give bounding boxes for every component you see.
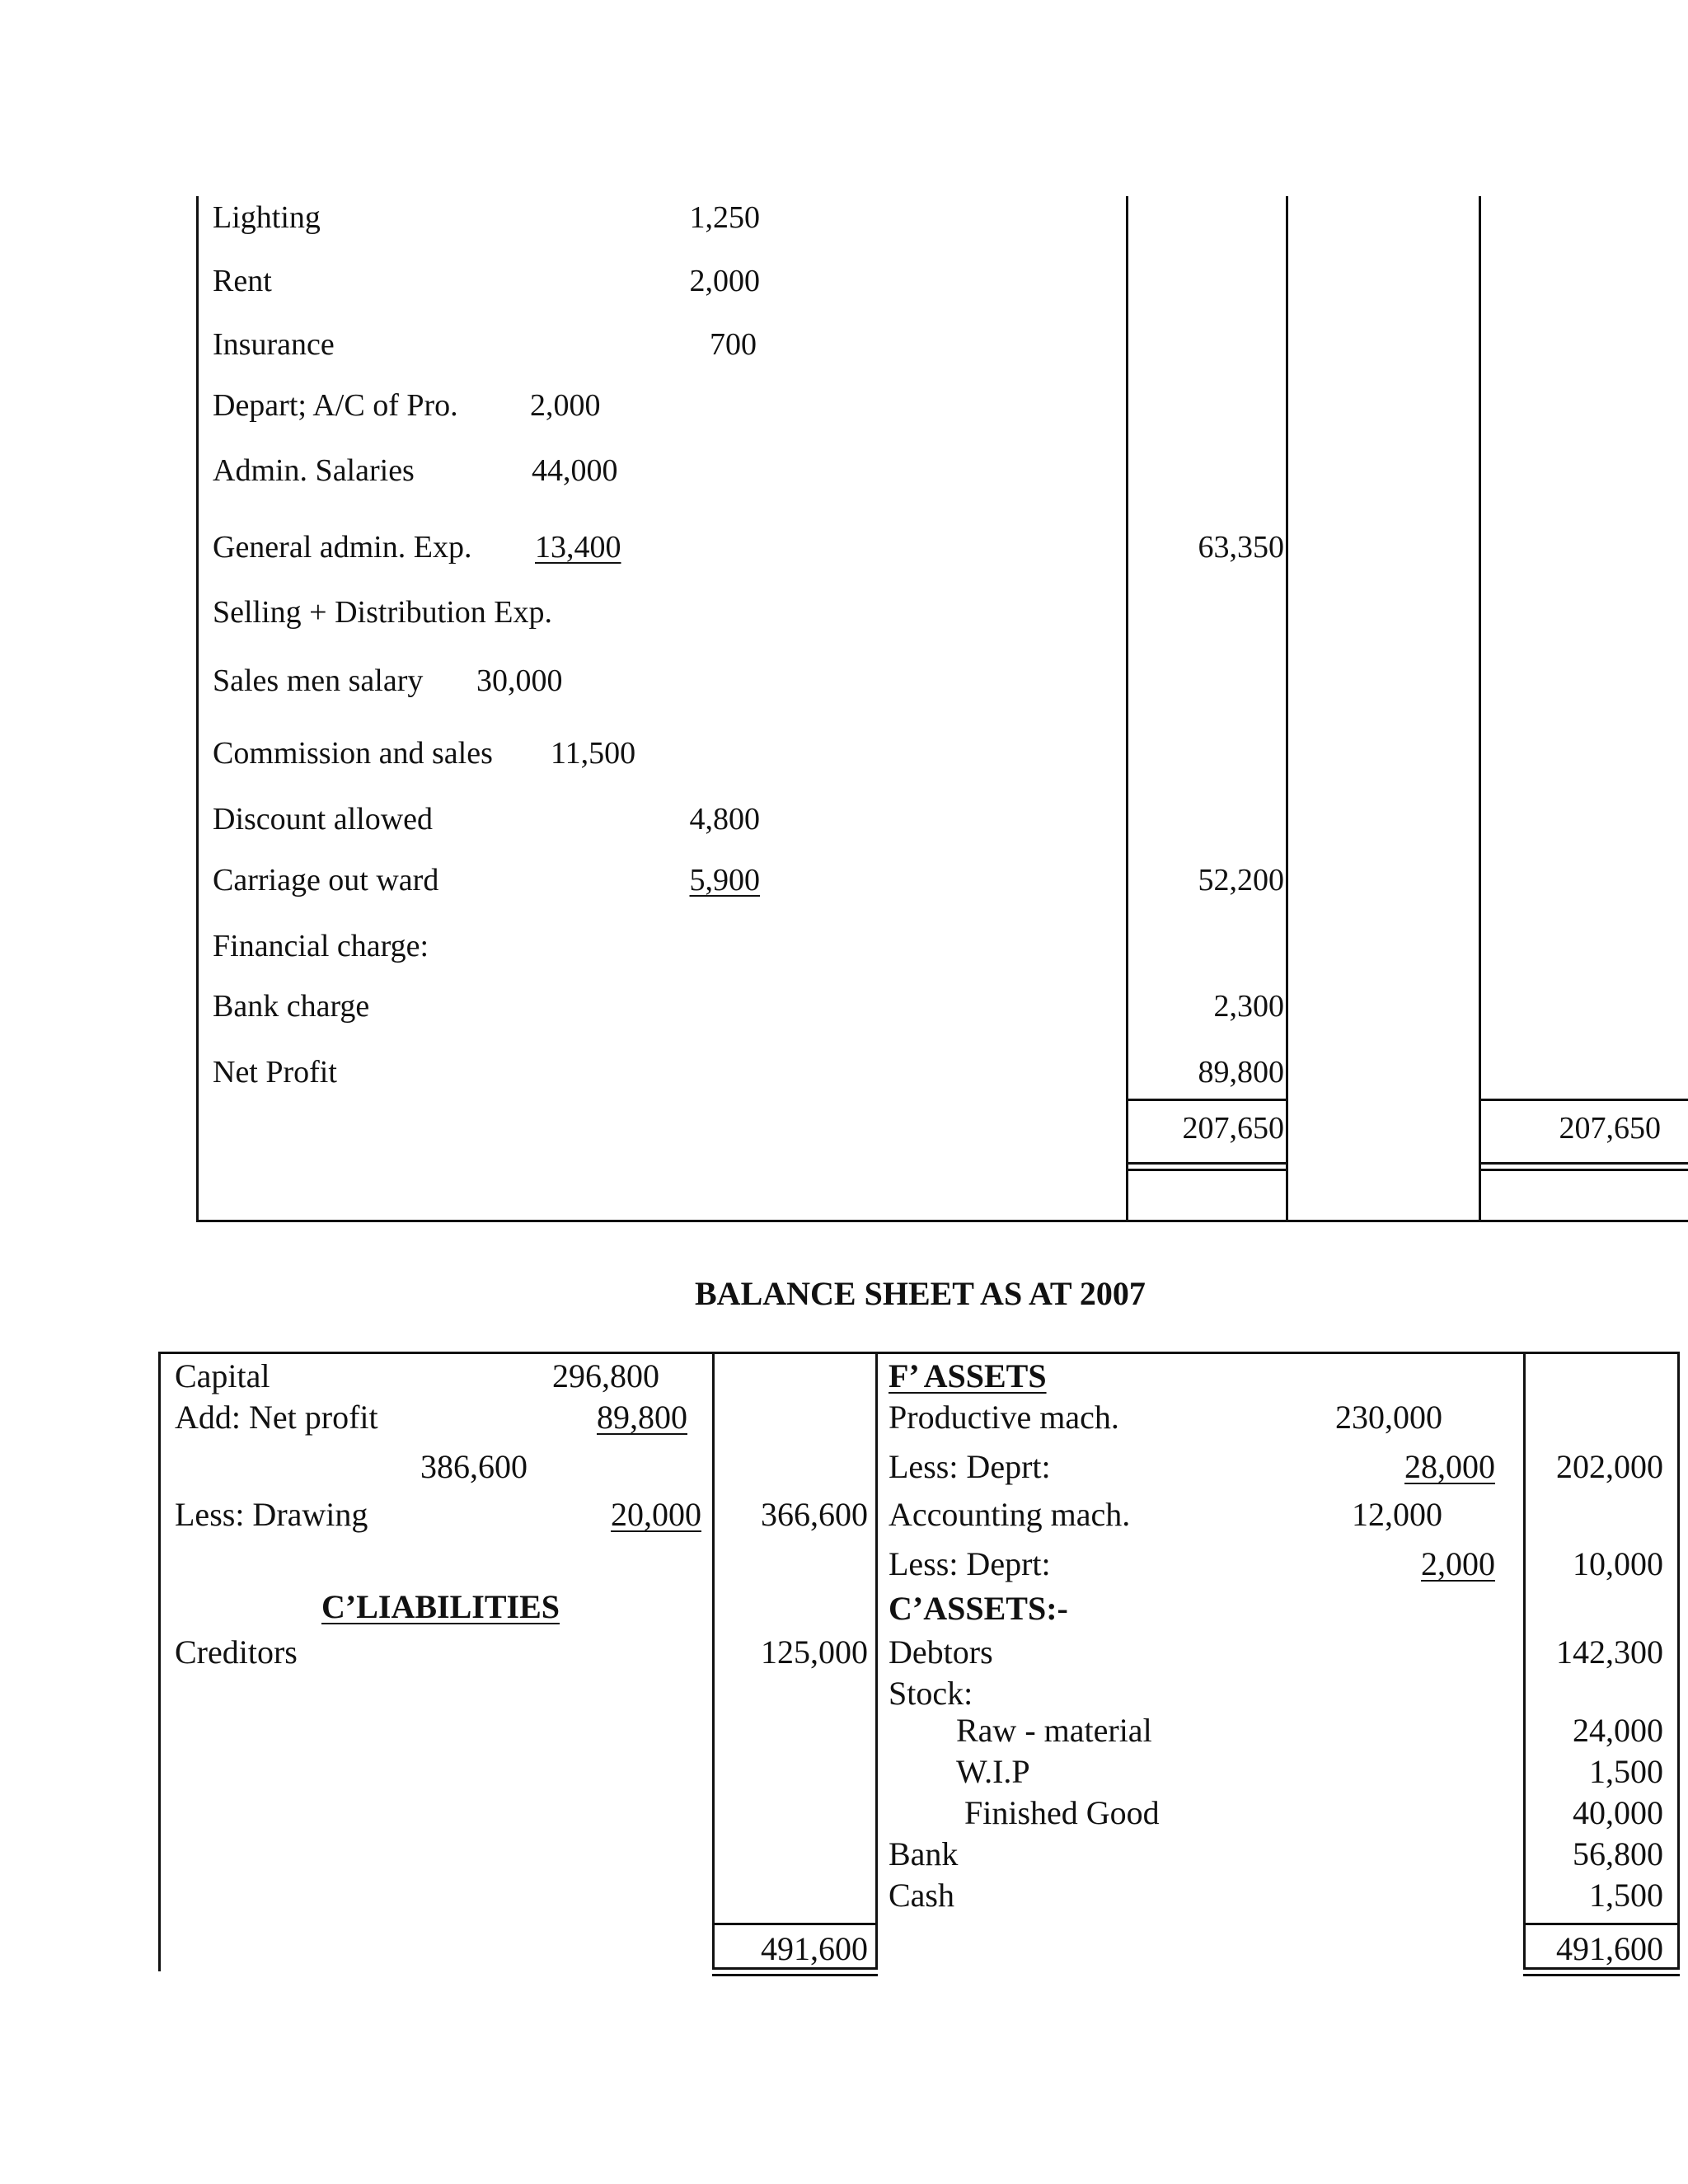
pl-middle-amount: 700 [710,327,757,362]
accounting-dep-value: 2,000 [1421,1545,1495,1582]
pl-label: Commission and sales [213,736,493,771]
capital-value: 296,800 [552,1357,659,1394]
capital-subtotal: 386,600 [420,1448,528,1485]
pl-total-amount: 2,300 [1213,989,1284,1024]
raw-material-value: 24,000 [1573,1712,1663,1749]
wip-value: 1,500 [1589,1753,1663,1790]
bs-top-border [158,1352,1680,1354]
pl-inner-amount: 11,500 [551,736,636,771]
pl-label: Financial charge: [213,929,429,963]
pl-double-line-right-a [1479,1162,1688,1165]
accounting-mach-value: 12,000 [1352,1496,1442,1533]
bs-divider-right-amount [1523,1352,1526,1970]
creditors-value: 125,000 [761,1633,868,1671]
bs-total-line-left [712,1923,878,1925]
wip-label: W.I.P [956,1753,1030,1790]
productive-dep-value: 28,000 [1404,1448,1495,1485]
bank-label: Bank [889,1835,959,1872]
pl-middle-amount: 2,000 [689,264,760,298]
drawing-value: 20,000 [611,1496,701,1533]
bs-right-border [1677,1352,1680,1970]
bs-divider-left-amount [712,1352,715,1970]
pl-middle-amount: 4,800 [689,802,760,837]
liabilities-total: 491,600 [761,1930,868,1967]
pl-total-amount: 89,800 [1198,1055,1284,1090]
pl-label: Lighting [213,200,321,235]
bs-double-line-left-a [712,1967,878,1970]
net-profit-value: 89,800 [597,1399,687,1436]
pl-label: Discount allowed [213,802,434,837]
pl-bottom-border [196,1220,1688,1222]
pl-label: Insurance [213,327,335,362]
finished-good-value: 40,000 [1573,1794,1663,1831]
pl-total-line-right [1479,1099,1688,1101]
pl-double-line-right-b [1479,1169,1688,1171]
pl-label: Carriage out ward [213,863,439,898]
pl-inner-amount: 30,000 [476,663,563,698]
pl-label: Depart; A/C of Pro. [213,388,458,423]
pl-label: Selling + Distribution Exp. [213,595,552,630]
creditors-label: Creditors [175,1633,298,1671]
assets-total: 491,600 [1556,1930,1663,1967]
productive-dep-label: Less: Deprt: [889,1448,1051,1485]
pl-label: Sales men salary [213,663,424,698]
fixed-assets-heading: F’ ASSETS [889,1357,1047,1394]
drawing-label: Less: Drawing [175,1496,368,1533]
pl-middle-amount: 1,250 [689,200,760,235]
pl-label: Rent [213,264,272,298]
pl-divider-1 [1126,196,1128,1222]
pl-total-amount: 52,200 [1198,863,1284,898]
pl-divider-2 [1286,196,1288,1222]
debtors-value: 142,300 [1556,1633,1663,1671]
pl-label: Admin. Salaries [213,453,415,488]
accounting-net-value: 10,000 [1573,1545,1663,1582]
current-liabilities-heading: C’LIABILITIES [321,1588,560,1625]
accounting-dep-label: Less: Deprt: [889,1545,1051,1582]
current-assets-heading: C’ASSETS:- [889,1590,1068,1627]
bank-value: 56,800 [1573,1835,1663,1872]
cash-label: Cash [889,1877,954,1914]
debtors-label: Debtors [889,1633,993,1671]
bs-center-divider [875,1352,878,1970]
pl-grand-total-left: 207,650 [1182,1111,1284,1146]
cash-value: 1,500 [1589,1877,1663,1914]
pl-grand-total-right: 207,650 [1559,1111,1661,1146]
capital-label: Capital [175,1357,270,1394]
pl-label: General admin. Exp. [213,530,472,565]
pl-label: Bank charge [213,989,370,1024]
bs-double-line-left-b [712,1974,878,1976]
pl-double-line-left-a [1126,1162,1288,1165]
stock-label: Stock: [889,1675,973,1712]
net-profit-label: Add: Net profit [175,1399,378,1436]
productive-net-value: 202,000 [1556,1448,1663,1485]
pl-middle-amount: 5,900 [689,863,760,898]
capital-net-value: 366,600 [761,1496,868,1533]
bs-left-border [158,1352,161,1971]
accounting-mach-label: Accounting mach. [889,1496,1131,1533]
bs-double-line-right-a [1523,1967,1680,1970]
pl-label: Net Profit [213,1055,337,1090]
pl-inner-amount: 44,000 [532,453,618,488]
bs-double-line-right-b [1523,1974,1680,1976]
pl-double-line-left-b [1126,1169,1288,1171]
pl-left-border [196,196,199,1222]
bs-total-line-right [1523,1923,1680,1925]
pl-inner-amount: 2,000 [530,388,601,423]
pl-divider-3 [1479,196,1481,1222]
pl-inner-amount: 13,400 [535,530,621,565]
pl-total-amount: 63,350 [1198,530,1284,565]
pl-total-line-left [1126,1099,1288,1101]
productive-mach-label: Productive mach. [889,1399,1119,1436]
balance-sheet-title: BALANCE SHEET AS AT 2007 [695,1275,1146,1312]
productive-mach-value: 230,000 [1335,1399,1442,1436]
raw-material-label: Raw - material [956,1712,1152,1749]
finished-good-label: Finished Good [964,1794,1160,1831]
